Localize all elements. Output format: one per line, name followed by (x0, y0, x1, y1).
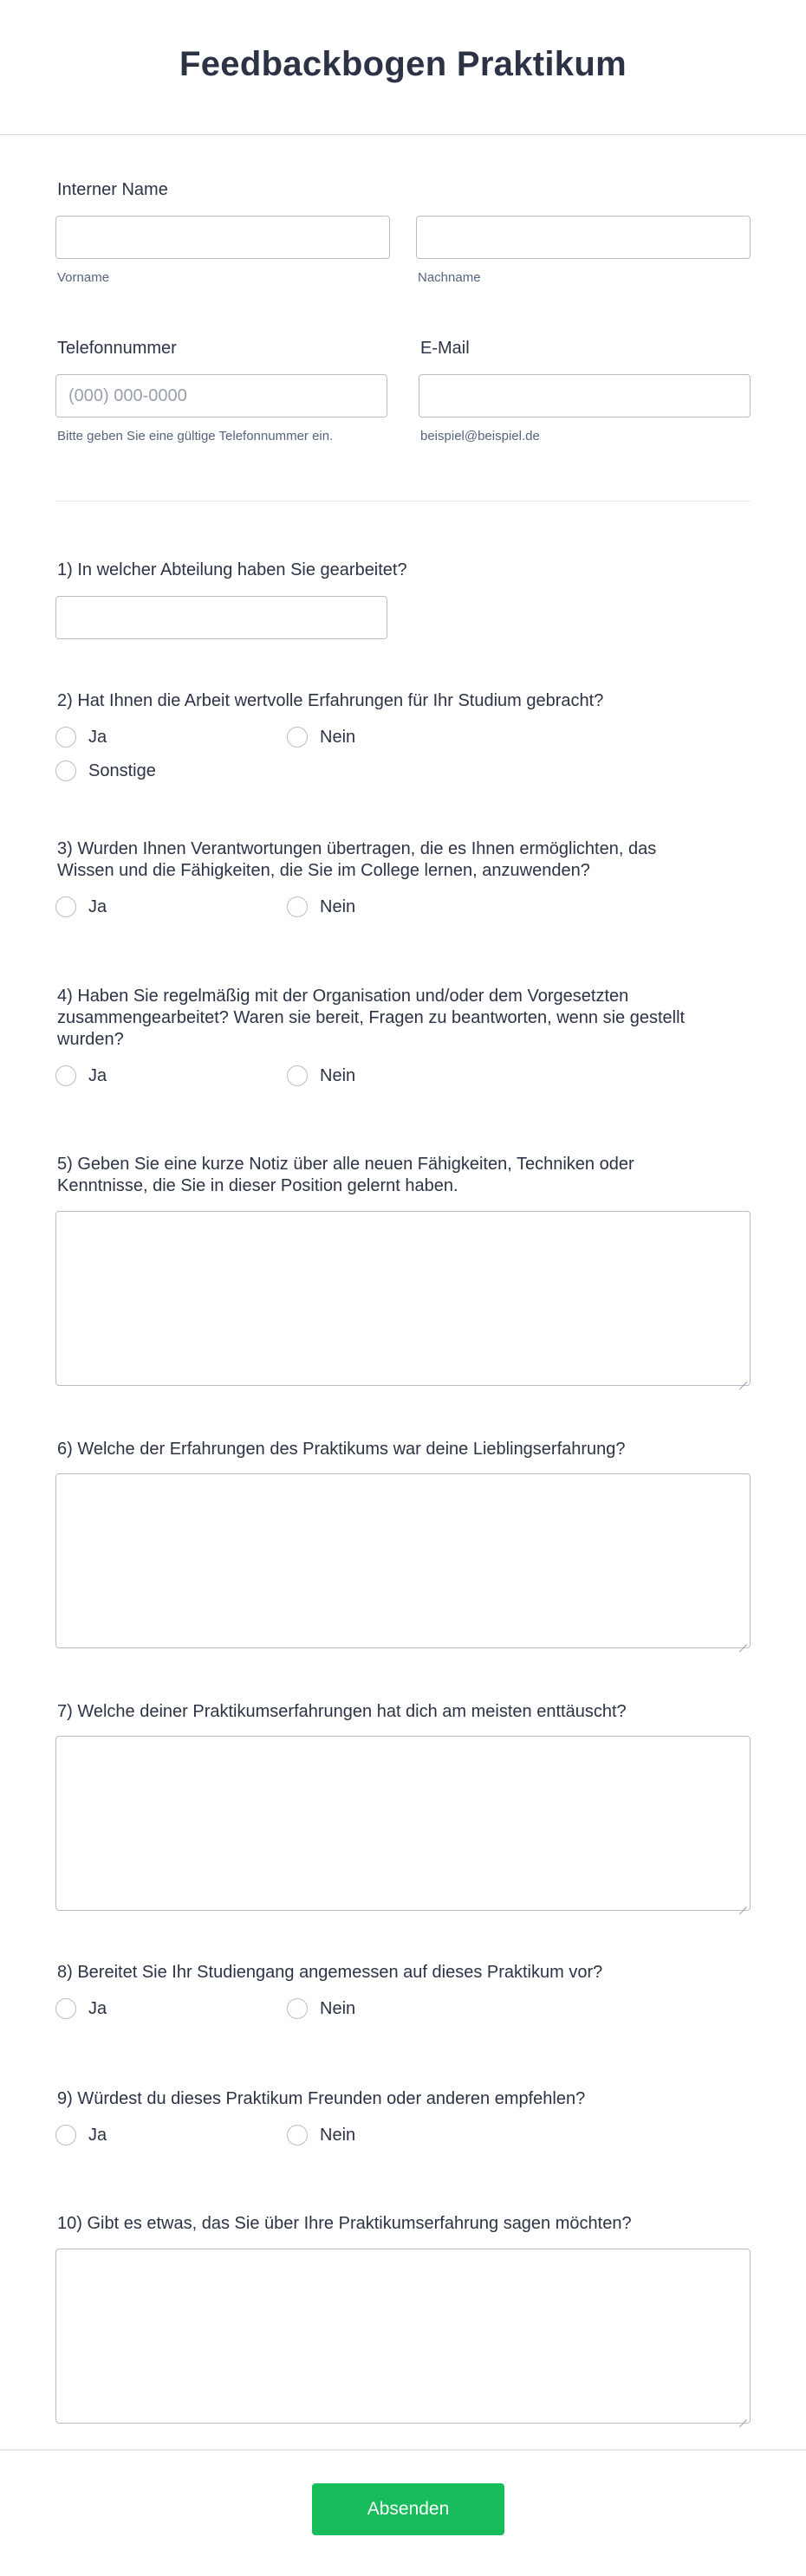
first-name-input[interactable] (55, 216, 390, 259)
email-label: E-Mail (420, 339, 470, 358)
resize-grip-icon[interactable] (738, 1636, 747, 1645)
radio-label: Sonstige (88, 761, 156, 780)
radio-label: Ja (88, 727, 107, 747)
q5-label-line1: 5) Geben Sie eine kurze Notiz über alle neuen Fähigkeiten, Techniken oder (57, 1155, 634, 1174)
q5-label-line2: Kenntnisse, die Sie in dieser Position gelernt haben. (57, 1176, 458, 1195)
favorite-experience-textarea[interactable] (55, 1473, 751, 1648)
additional-comments-textarea[interactable] (55, 2249, 751, 2424)
q3-label-line2: Wissen und die Fähigkeiten, die Sie im College lernen, anzuwenden? (57, 861, 590, 880)
q4-label-line3: wurden? (57, 1030, 124, 1049)
first-name-sublabel: Vorname (57, 270, 110, 285)
q4-option-nein[interactable] (287, 1064, 355, 1088)
radio-circle-icon (55, 727, 76, 748)
radio-label: Ja (88, 1998, 107, 2018)
radio-circle-icon (55, 1998, 76, 2019)
radio-circle-icon (287, 896, 308, 917)
phone-label: Telefonnummer (57, 339, 177, 358)
radio-label: Nein (320, 1065, 356, 1085)
q2-option-ja[interactable] (55, 725, 107, 749)
radio-label: Nein (320, 727, 356, 747)
email-sublabel: beispiel@beispiel.de (420, 429, 540, 443)
resize-grip-icon[interactable] (738, 2411, 747, 2420)
q4-label-line2: zusammengearbeitet? Waren sie bereit, Fragen zu beantworten, wenn sie gestellt (57, 1008, 686, 1027)
phone-input[interactable] (55, 374, 387, 417)
last-name-sublabel: Nachname (418, 270, 481, 285)
disappointing-experience-textarea[interactable] (55, 1736, 751, 1911)
section-divider (55, 501, 751, 502)
radio-circle-icon (55, 1065, 76, 1086)
q3-option-ja[interactable] (55, 895, 107, 919)
form-footer (0, 2450, 806, 2576)
radio-circle-icon (287, 727, 308, 748)
q2-option-sonstige[interactable] (55, 759, 156, 783)
q7-label: 7) Welche deiner Praktikumserfahrungen hat dich am meisten enttäuscht? (57, 1702, 627, 1721)
q3-option-nein[interactable] (287, 895, 355, 919)
q6-label: 6) Welche der Erfahrungen des Praktikums war deine Lieblingserfahrung? (57, 1440, 626, 1459)
q10-label: 10) Gibt es etwas, das Sie über Ihre Praktikumserfahrung sagen möchten? (57, 2214, 632, 2233)
radio-circle-icon (287, 1065, 308, 1086)
q9-label: 9) Würdest du dieses Praktikum Freunden oder anderen empfehlen? (57, 2089, 586, 2108)
radio-circle-icon (55, 2125, 76, 2146)
radio-label: Nein (320, 1998, 356, 2018)
q2-option-nein[interactable] (287, 725, 355, 749)
q8-option-ja[interactable] (55, 1997, 107, 2021)
radio-label: Nein (320, 2125, 356, 2145)
last-name-input[interactable] (416, 216, 751, 259)
q9-option-nein[interactable] (287, 2123, 355, 2147)
q1-label: 1) In welcher Abteilung haben Sie gearbeitet? (57, 560, 407, 579)
q8-option-nein[interactable] (287, 1997, 355, 2021)
q8-label: 8) Bereitet Sie Ihr Studiengang angemessen auf dieses Praktikum vor? (57, 1963, 603, 1982)
q4-option-ja[interactable] (55, 1064, 107, 1088)
radio-circle-icon (287, 2125, 308, 2146)
radio-label: Ja (88, 2125, 107, 2145)
q2-label: 2) Hat Ihnen die Arbeit wertvolle Erfahrungen für Ihr Studium gebracht? (57, 691, 604, 710)
new-skills-textarea[interactable] (55, 1211, 751, 1386)
radio-label: Nein (320, 896, 356, 916)
resize-grip-icon[interactable] (738, 1899, 747, 1907)
q3-label-line1: 3) Wurden Ihnen Verantwortungen übertragen, die es Ihnen ermöglichten, das (57, 839, 657, 858)
email-input[interactable] (419, 374, 751, 417)
radio-label: Ja (88, 896, 107, 916)
name-label: Interner Name (57, 180, 168, 199)
form-title: Feedbackbogen Praktikum (179, 45, 627, 83)
radio-label: Ja (88, 1065, 107, 1085)
radio-circle-icon (55, 896, 76, 917)
q4-label-line1: 4) Haben Sie regelmäßig mit der Organisation und/oder dem Vorgesetzten (57, 987, 629, 1006)
form-header (0, 0, 806, 135)
phone-sublabel: Bitte geben Sie eine gültige Telefonnummer ein. (57, 429, 334, 443)
submit-button[interactable]: Absenden (312, 2483, 504, 2535)
department-input[interactable] (55, 596, 387, 639)
radio-circle-icon (287, 1998, 308, 2019)
radio-circle-icon (55, 761, 76, 781)
resize-grip-icon[interactable] (738, 1374, 747, 1382)
q9-option-ja[interactable] (55, 2123, 107, 2147)
